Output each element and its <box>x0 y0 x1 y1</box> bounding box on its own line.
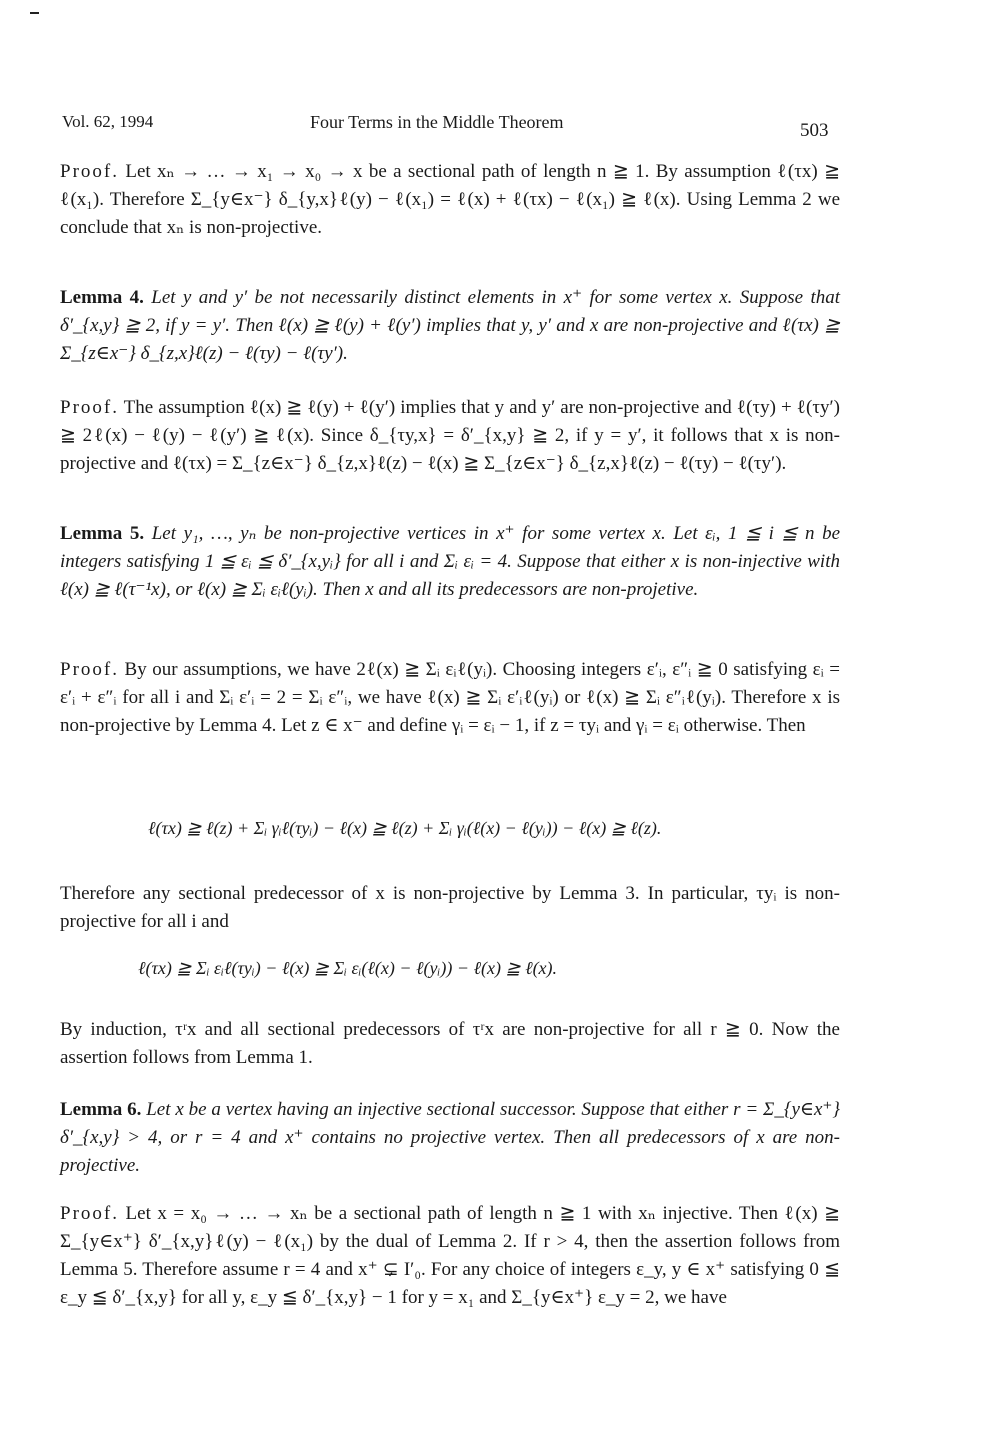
proof-text: Let xₙ → … → x₁ → x₀ → x be a sectional path of length n ≧ 1. By assumption ℓ(τx) ≧ ℓ(x₁). Therefore Σ_{y∈x⁻} δ_{y,x}ℓ(y) − ℓ(x₁) = ℓ(x) + ℓ(τx) − ℓ(x₁) ≧ ℓ(x). Using Lemma 2 we conclude that xₙ is non-projective. <box>60 161 840 238</box>
proof-lemma-3 <box>60 158 840 242</box>
lemma-6 <box>60 1096 840 1180</box>
proof-text: Let x = x₀ → … → xₙ be a sectional path of length n ≧ 1 with xₙ injective. Then ℓ(x) ≧ Σ_{y∈x⁺} δ′_{x,y}ℓ(y) − ℓ(x₁) by the dual of Lemma 2. If r > 4, then the assertion follows from Lemma 5. Therefore assume r = 4 and x⁺ ⊊ I′₀. For any choice of integers ε_y, y ∈ x⁺ satisfying 0 ≦ ε_y ≦ δ′_{x,y} for all y, ε_y ≦ δ′_{x,y} − 1 for y = x₁ and Σ_{y∈x⁺} ε_y = 2, we have <box>60 1203 840 1308</box>
proof-text: By our assumptions, we have 2ℓ(x) ≧ Σᵢ εᵢℓ(yᵢ). Choosing integers ε′ᵢ, ε″ᵢ ≧ 0 satisfying εᵢ = ε′ᵢ + ε″ᵢ for all i and Σᵢ ε′ᵢ = 2 = Σᵢ ε″ᵢ, we have ℓ(x) ≧ Σᵢ ε′ᵢℓ(yᵢ) or ℓ(x) ≧ Σᵢ ε″ᵢℓ(yᵢ). Therefore x is non-projective by Lemma 4. Let z ∈ x⁻ and define γᵢ = εᵢ − 1, if z = τyᵢ and γᵢ = εᵢ otherwise. Then <box>60 659 840 736</box>
running-header-volume: Vol. 62, 1994 <box>62 112 154 131</box>
lemma-5 <box>60 520 840 604</box>
proof-label: Proof. <box>60 161 119 182</box>
lemma-statement: Let x be a vertex having an injective sectional successor. Suppose that either r = Σ_{y∈x⁺} δ′_{x,y} > 4, or r = 4 and x⁺ contains no projective vertex. Then all predecessors of x are non-projective. <box>60 1099 841 1176</box>
scan-mark <box>30 12 39 14</box>
paragraph-induction <box>60 1016 840 1072</box>
running-header-title: Four Terms in the Middle Theorem <box>310 112 564 132</box>
proof-label: Proof. <box>60 397 119 418</box>
lemma-statement: Let y₁, …, yₙ be non-projective vertices in x⁺ for some vertex x. Let εᵢ, 1 ≦ i ≦ n be integers satisfying 1 ≦ εᵢ ≦ δ′_{x,yᵢ} for all i and Σᵢ εᵢ = 4. Suppose that either x is non-injective with ℓ(x) ≧ ℓ(τ⁻¹x), or ℓ(x) ≧ Σᵢ εᵢℓ(yᵢ). Then x and all its predecessors are non-projetive. <box>60 523 841 600</box>
paragraph-therefore <box>60 880 840 936</box>
proof-lemma-4 <box>60 394 840 478</box>
lemma-4 <box>60 284 840 368</box>
paragraph-text: Therefore any sectional predecessor of x is non-projective by Lemma 3. In particular, τyᵢ is non-projective for all i and <box>60 883 840 932</box>
lemma-label: Lemma 6. <box>60 1099 142 1120</box>
lemma-statement: Let y and y′ be not necessarily distinct elements in x⁺ for some vertex x. Suppose that δ′_{x,y} ≧ 2, if y = y′. Then ℓ(x) ≧ ℓ(y) + ℓ(y′) implies that y, y′ and x are non-projective and ℓ(τx) ≧ Σ_{z∈x⁻} δ_{z,x}ℓ(z) − ℓ(τy) − ℓ(τy′). <box>60 287 841 364</box>
proof-text: The assumption ℓ(x) ≧ ℓ(y) + ℓ(y′) implies that y and y′ are non-projective and ℓ(τy) + ℓ(τy′) ≧ 2ℓ(x) − ℓ(y) − ℓ(y′) ≧ ℓ(x). Since δ_{τy,x} = δ′_{x,y} ≧ 2, if y = y′, it follows that x is non-projective and ℓ(τx) = Σ_{z∈x⁻} δ_{z,x}ℓ(z) − ℓ(x) ≧ Σ_{z∈x⁻} δ_{z,x}ℓ(z) − ℓ(τy) − ℓ(τy′). <box>60 397 840 474</box>
proof-label: Proof. <box>60 659 119 680</box>
proof-lemma-5 <box>60 656 840 740</box>
proof-label: Proof. <box>60 1203 119 1224</box>
lemma-label: Lemma 5. <box>60 523 145 544</box>
paragraph-text: By induction, τʳx and all sectional predecessors of τʳx are non-projective for all r ≧ 0. Now the assertion follows from Lemma 1. <box>60 1019 840 1068</box>
page-number: 503 <box>800 120 829 141</box>
display-equation-1: ℓ(τx) ≧ ℓ(z) + Σᵢ γᵢℓ(τyᵢ) − ℓ(x) ≧ ℓ(z) + Σᵢ γᵢ(ℓ(x) − ℓ(yᵢ)) − ℓ(x) ≧ ℓ(z). <box>148 818 662 838</box>
lemma-label: Lemma 4. <box>60 287 144 308</box>
display-equation-2: ℓ(τx) ≧ Σᵢ εᵢℓ(τyᵢ) − ℓ(x) ≧ Σᵢ εᵢ(ℓ(x) − ℓ(yᵢ)) − ℓ(x) ≧ ℓ(x). <box>138 958 558 978</box>
proof-lemma-6 <box>60 1200 840 1312</box>
